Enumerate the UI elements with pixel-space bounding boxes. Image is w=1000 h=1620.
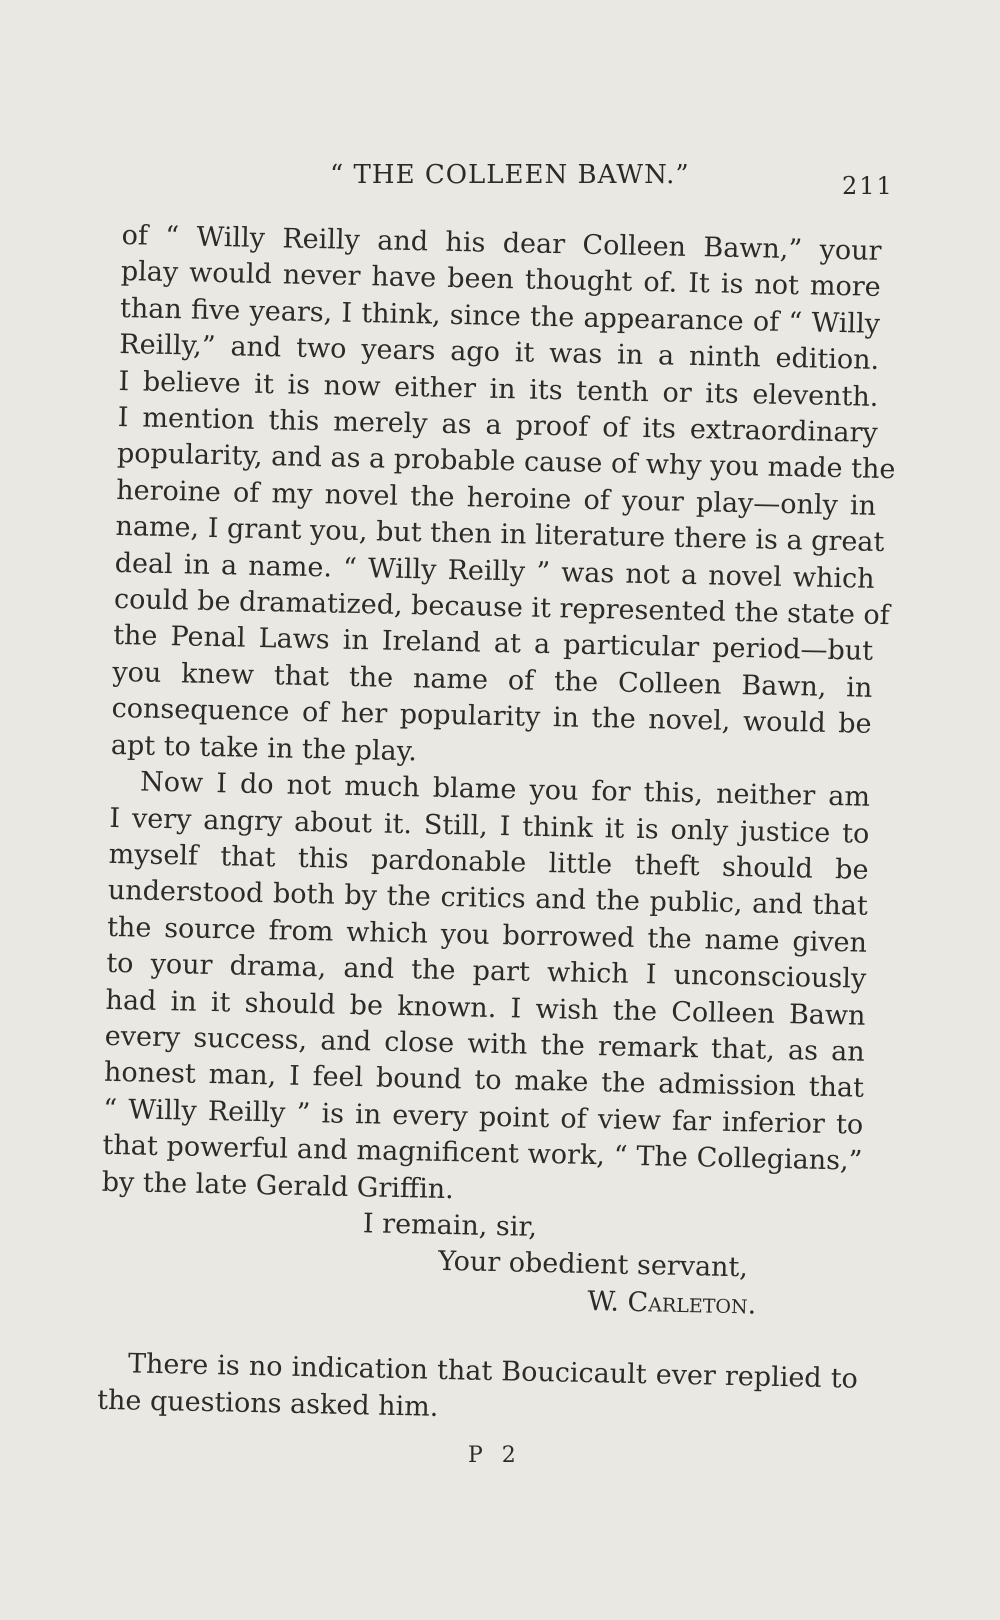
text-line: understood both by the critics and the public, and that [107, 875, 869, 923]
text-line: I very angry about it. Still, I think it is only justice to [109, 802, 870, 850]
text-line: apt to take in the play. [110, 729, 418, 767]
text-line: by the late Gerald Griffin. [101, 1166, 455, 1205]
page-text [96, 218, 896, 1435]
text-line: honest man, I feel bound to make the admission that [103, 1057, 865, 1105]
text-line: I mention this merely as a proof of its extraordinary [117, 401, 878, 449]
text-line: Reilly,” and two years ago it was in a ninth edition. [119, 329, 880, 377]
text-line: you knew that the name of the Colleen Bawn, in [112, 656, 873, 704]
text-line: myself that this pardonable little theft should be [108, 838, 869, 886]
note-line: There is no indication that Boucicault ever replied to [127, 1348, 859, 1395]
text-line: that powerful and magnificent work, “ The Collegians,” [102, 1129, 863, 1177]
text-line: could be dramatized, because it represented the state of [113, 583, 890, 632]
text-line: deal in a name. “ Willy Reilly ” was not a novel which [114, 547, 875, 595]
text-line: “ Willy Reilly ” is in every point of view far inferior to [103, 1093, 864, 1141]
text-line: popularity, and as a probable cause of why you made the [116, 438, 896, 486]
text-line: than five years, I think, since the appearance of “ Willy [119, 292, 881, 340]
text-line: the Penal Laws in Ireland at a particular period—but [112, 620, 874, 668]
running-title: “ THE COLLEEN BAWN.” [330, 160, 690, 190]
note-line: the questions asked him. [96, 1384, 439, 1423]
printer-signature-mark: P 2 [468, 1443, 522, 1468]
text-line: name, I grant you, but then in literature there is a great [115, 511, 885, 559]
signature: W. Carleton. [587, 1285, 757, 1321]
text-line: every success, and close with the remark that, as an [104, 1020, 866, 1068]
text-line: the source from which you borrowed the name given [106, 911, 868, 959]
text-line: play would never have been thought of. It is not more [120, 256, 882, 304]
text-line: I believe it is now either in its tenth or its eleventh. [118, 365, 879, 413]
text-line: consequence of her popularity in the novel, would be [111, 693, 872, 741]
text-line: to your drama, and the part which I unconsciously [106, 947, 867, 995]
closing-line: I remain, sir, [362, 1208, 538, 1243]
page-number: 211 [842, 172, 894, 200]
text-line: heroine of my novel the heroine of your play—only in [115, 474, 877, 522]
text-line: had in it should be known. I wish the Colleen Bawn [105, 984, 866, 1032]
closing-line: Your obedient servant, [437, 1246, 749, 1284]
text-line: of “ Willy Reilly and his dear Colleen Bawn,” your [121, 219, 882, 267]
text-line: Now I do not much blame you for this, neither am [139, 766, 871, 813]
